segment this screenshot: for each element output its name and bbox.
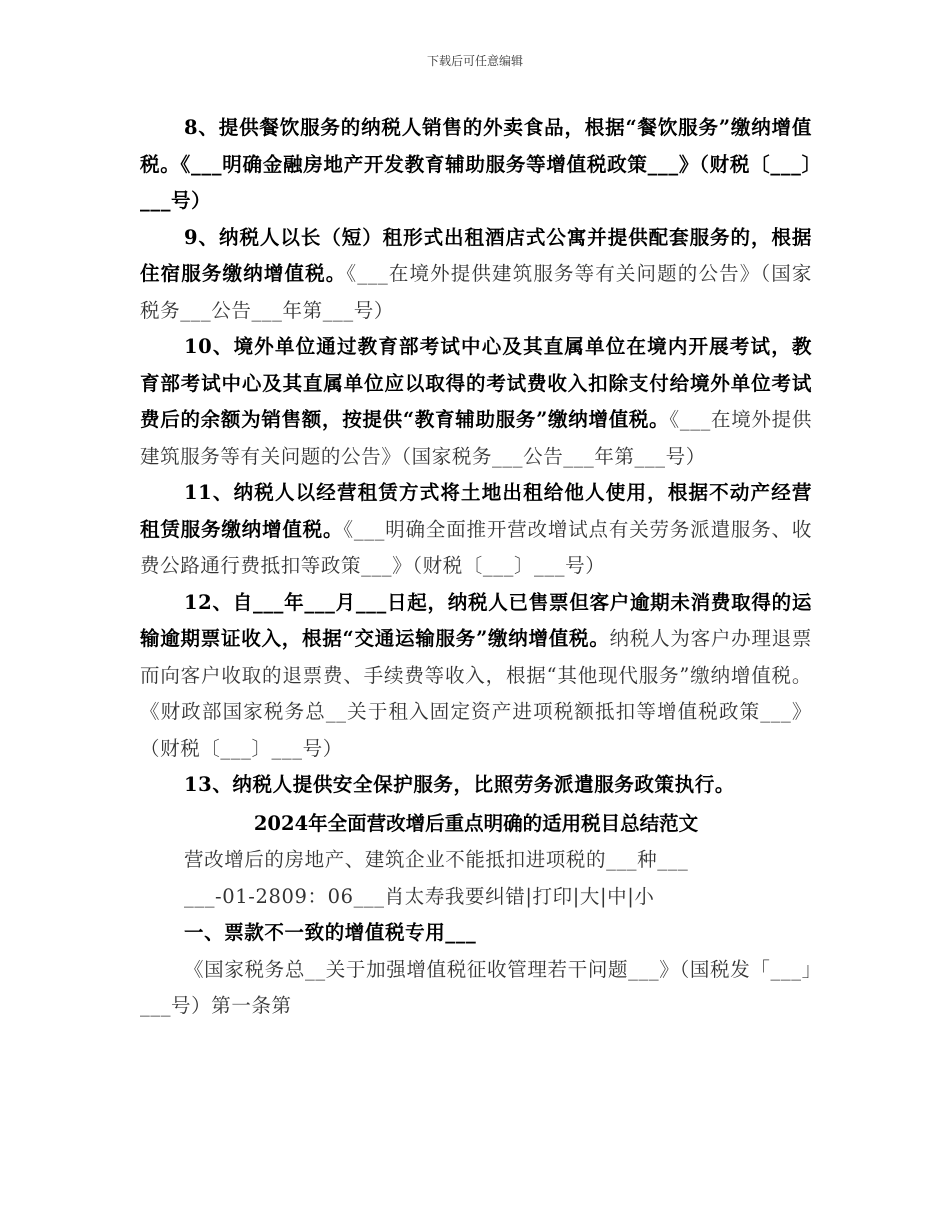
document-body (140, 110, 812, 1025)
last-paragraph: 《国家税务总__关于加强增值税征收管理若干问题___》（国税发「___」___号）第一条第 (140, 957, 812, 1017)
item-11 (140, 475, 812, 585)
intro-line-2: ___-01-2809：06___肖太寿我要纠错|打印|大|中|小 (184, 884, 655, 908)
item-12 (140, 585, 812, 768)
item-12-normal: 纳税人为客户办理退票而向客户收取的退票费、手续费等收入，根据“其他现代服务”缴纳增值税。《财政部国家税务总__关于租入固定资产进项税额抵扣等增值税政策___》（财税〔___〕___号） (140, 627, 812, 760)
item-9-normal: 《___在境外提供建筑服务等有关问题的公告》（国家税务___公告___年第___号） (140, 262, 812, 322)
item-11-normal: 《___明确全面推开营改增试点有关劳务派遣服务、收费公路通行费抵扣等政策___》（财税〔___〕___号） (140, 517, 812, 577)
item-8-bold: 8、提供餐饮服务的纳税人销售的外卖食品，根据“餐饮服务”缴纳增值税。《___明确金融房地产开发教育辅助服务等增值税政策___》（财税〔___〕___号） (140, 116, 812, 212)
item-13-bold: 13、纳税人提供安全保护服务，比照劳务派遣服务政策执行。 (184, 773, 735, 796)
item-8 (140, 110, 812, 220)
item-11-bold: 11、纳税人以经营租赁方式将土地出租给他人使用，根据不动产经营租赁服务缴纳增值税。 (140, 481, 812, 541)
item-12-bold: 12、自___年___月___日起，纳税人已售票但客户逾期未消费取得的运输逾期票证收入，根据“交通运输服务”缴纳增值税。 (140, 590, 812, 650)
item-10-normal: 《___在境外提供建筑服务等有关问题的公告》（国家税务___公告___年第___号） (140, 408, 812, 468)
item-13 (140, 767, 812, 804)
intro-line-1: 营改增后的房地产、建筑企业不能抵扣进项税的___种___ (184, 848, 689, 871)
heading-1: 一、票款不一致的增值税专用___ (184, 921, 477, 944)
page-header: 下载后可任意编辑 (426, 54, 523, 68)
item-9 (140, 220, 812, 330)
item-10 (140, 329, 812, 475)
section-title: 2024年全面营改增后重点明确的适用税目总结范文 (253, 811, 699, 835)
item-10-bold: 10、境外单位通过教育部考试中心及其直属单位在境内开展考试，教育部考试中心及其直属单位应以取得的考试费收入扣除支付给境外单位考试费后的余额为销售额，按提供“教育辅助服务”缴纳增值税。 (140, 335, 812, 431)
item-9-bold: 9、纳税人以长（短）租形式出租酒店式公寓并提供配套服务的，根据住宿服务缴纳增值税。 (140, 225, 812, 285)
